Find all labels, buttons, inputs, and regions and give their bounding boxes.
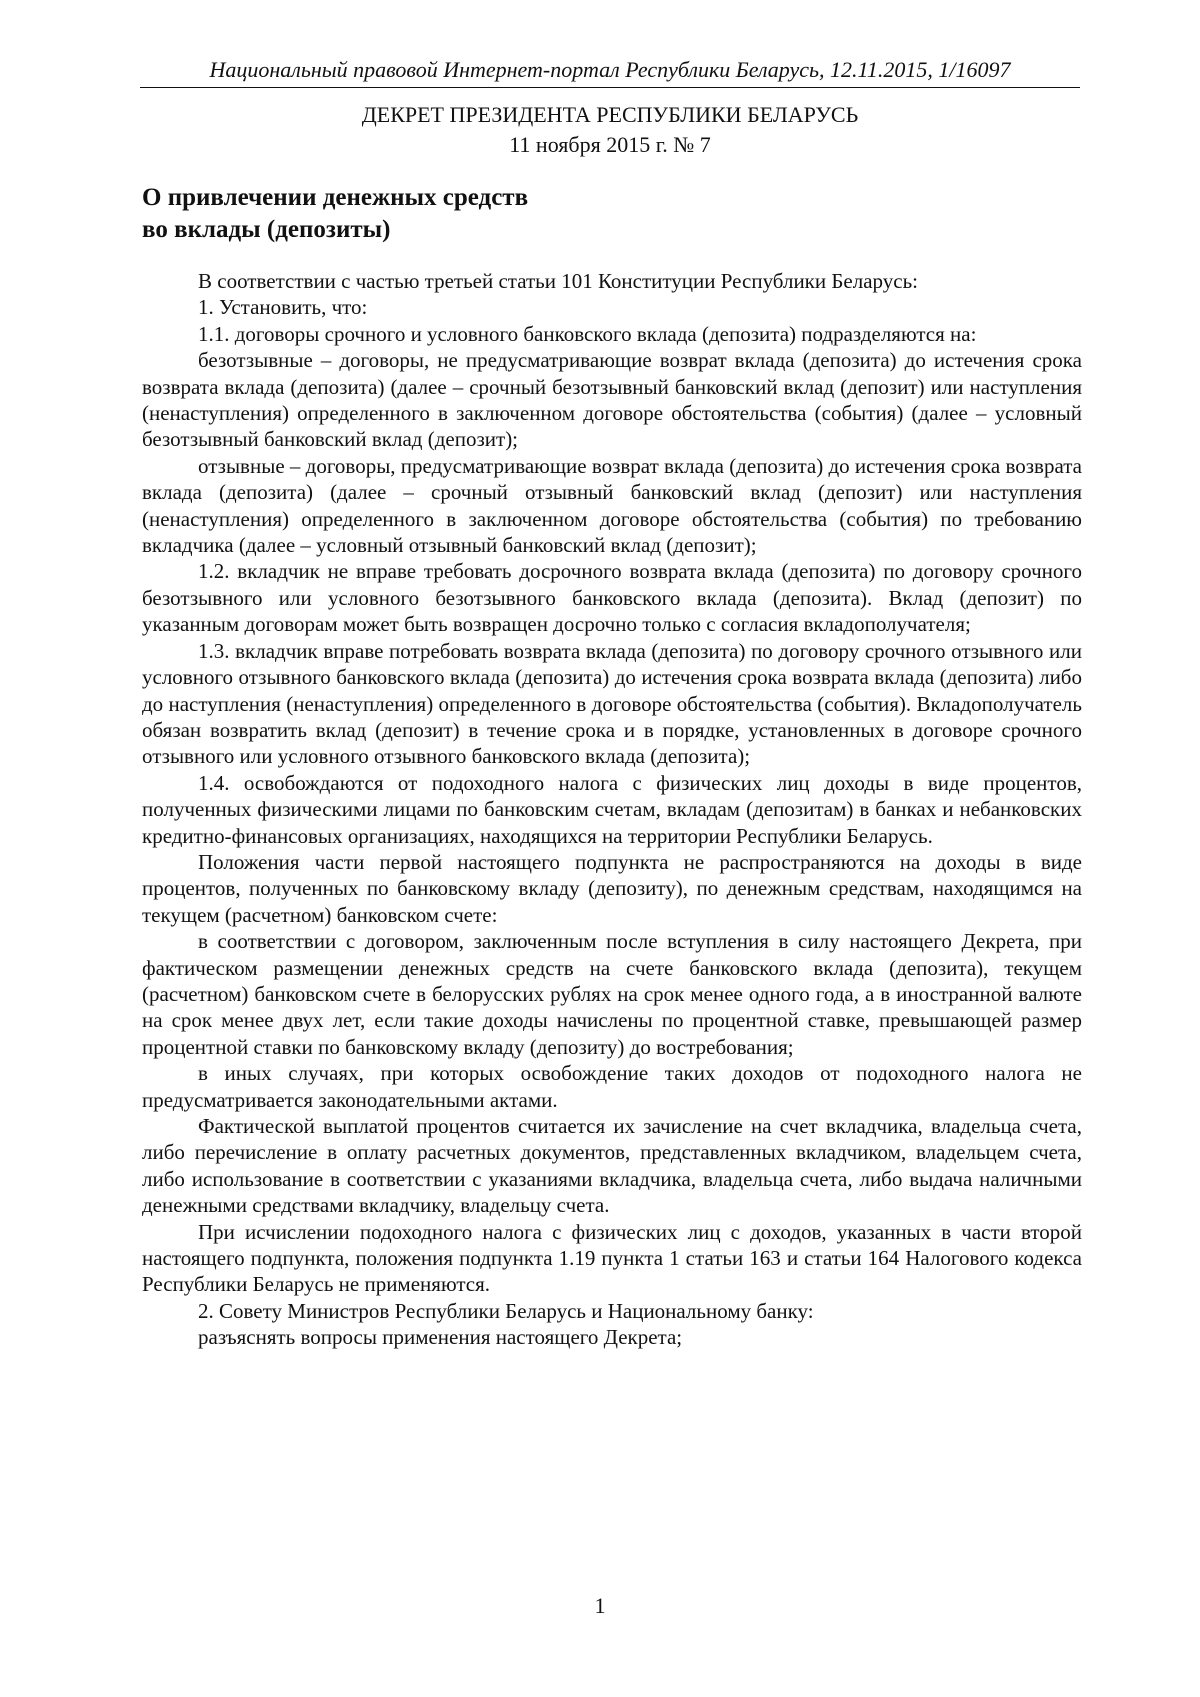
paragraph-item-1-1: 1.1. договоры срочного и условного банковского вклада (депозита) подразделяются на: <box>198 321 977 346</box>
document-title <box>142 182 528 246</box>
paragraph-item-1: 1. Установить, что: <box>198 295 368 320</box>
paragraph-actual-payment: Фактической выплатой процентов считается их зачисление на счет вкладчика, владельца счета, либо перечисление в оплату расчетных документов, представленных вкладчиком, владельцем счета, либо использование в соответствии с указаниями вкладчика, владельца счета, либо выдача наличными денежными средствами вкладчику, владельцу счета. <box>142 1114 1082 1218</box>
page-number: 1 <box>594 1593 606 1618</box>
decree-type: ДЕКРЕТ ПРЕЗИДЕНТА РЕСПУБЛИКИ БЕЛАРУСЬ <box>361 102 859 127</box>
paragraph-exception-contract: в соответствии с договором, заключенным после вступления в силу настоящего Декрета, при фактическом размещении денежных средств на счете банковского вклада (депозита), текущем (расчетном) банковском счете в белорусских рублях на срок менее одного года, а в иностранной валюте на срок менее двух лет, если такие доходы начислены по процентной ставке, превышающей размер процентной ставки по банковскому вкладу (депозиту) до востребования; <box>142 929 1082 1059</box>
paragraph-explain: разъяснять вопросы применения настоящего Декрета; <box>198 1325 683 1350</box>
paragraph-preamble: В соответствии с частью третьей статьи 101 Конституции Республики Беларусь: <box>198 269 919 293</box>
paragraph-item-1-4: 1.4. освобождаются от подоходного налога с физических лиц доходы в виде процентов, полученных физическими лицами по банковским счетам, вкладам (депозитам) в банках и небанковских кредитно-финансовых организациях, находящихся на территории Республики Беларусь. <box>142 770 1082 848</box>
document-body <box>142 268 1082 1351</box>
paragraph-revocable: отзывные – договоры, предусматривающие возврат вклада (депозита) до истечения срока возврата вклада (депозита) (далее – срочный отзывный банковский вклад (депозит) или наступления (ненаступления) определенного в заключенном договоре обстоятельства (события) по требованию вкладчика (далее – условный отзывный банковский вклад (депозит); <box>142 453 1082 558</box>
document-title-line-1: О привлечении денежных средств <box>142 184 529 211</box>
paragraph-item-2: 2. Совету Министров Республики Беларусь и Национальному банку: <box>198 1298 814 1323</box>
paragraph-exceptions: Положения части первой настоящего подпункта не распространяются на доходы в виде процентов, полученных по банковскому вкладу (депозиту), по денежным средствам, находящимся на текущем (расчетном) банковском счете: <box>142 849 1082 927</box>
paragraph-tax-calculation: При исчислении подоходного налога с физических лиц с доходов, указанных в части второй настоящего подпункта, положения подпункта 1.19 пункта 1 статьи 163 и статьи 164 Налогового кодекса Республики Беларусь не применяются. <box>142 1219 1082 1297</box>
paragraph-item-1-3: 1.3. вкладчик вправе потребовать возврата вклада (депозита) по договору срочного отзывного или условного отзывного банковского вклада (депозита) до истечения срока возврата вклада (депозита) либо до наступления (ненаступления) определенного в договоре обстоятельства (события). Вкладополучатель обязан возвратить вклад (депозит) в течение срока и в порядке, установленных в договоре срочного отзывного или условного отзывного банковского вклада (депозита); <box>142 638 1082 769</box>
document-title-line-2: во вклады (депозиты) <box>142 216 391 243</box>
decree-date-number: 11 ноября 2015 г. № 7 <box>509 132 711 157</box>
paragraph-irrevocable: безотзывные – договоры, не предусматривающие возврат вклада (депозита) до истечения срока возврата вклада (депозита) (далее – срочный безотзывный банковский вклад (депозит) или наступления (ненаступления) определенного в заключенном договоре обстоятельства (события) (далее – условный безотзывный банковский вклад (депозит); <box>142 348 1082 452</box>
decree-heading <box>140 100 1080 160</box>
paragraph-item-1-2: 1.2. вкладчик не вправе требовать досрочного возврата вклада (депозита) по договору срочного безотзывного или условного безотзывного банковского вклада (депозита). Вклад (депозит) по указанным договорам может быть возвращен досрочно только с согласия вкладополучателя; <box>142 559 1082 637</box>
portal-source-header: Национальный правовой Интернет-портал Республики Беларусь, 12.11.2015, 1/16097 <box>140 55 1080 88</box>
paragraph-exception-other: в иных случаях, при которых освобождение таких доходов от подоходного налога не предусматривается законодательными актами. <box>142 1061 1082 1112</box>
